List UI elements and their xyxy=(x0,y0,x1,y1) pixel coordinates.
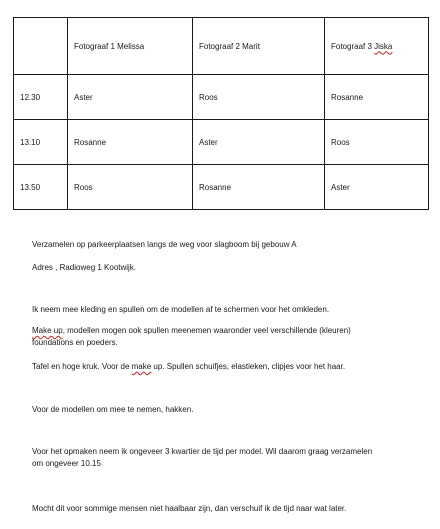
table-cell: Aster xyxy=(193,120,325,165)
note-makeup-text-2: foundations en poeders. xyxy=(32,338,118,347)
note-address: Adres , Radioweg 1 Kootwijk. xyxy=(32,263,137,272)
header-cell-photographer-3 xyxy=(325,18,429,75)
header-cell-photographer-1: Fotograaf 1 Melissa xyxy=(68,18,193,75)
note-reschedule: Mocht dit voor sommige mensen niet haalbaar zijn, dan verschuif ik de tijd naar wat later. xyxy=(32,504,347,513)
header-photographer-3-label: Fotograaf 3 xyxy=(331,41,375,51)
note-table-text-b: up. Spullen schuifjes, elastieken, clipjes voor het haar. xyxy=(151,362,346,371)
table-cell: Roos xyxy=(193,75,325,120)
note-heels: Voor de modellen om mee te nemen, hakken. xyxy=(32,405,194,414)
table-row xyxy=(14,165,429,210)
note-table-text-a: Tafel en hoge kruk. Voor de xyxy=(32,362,132,371)
note-bring-clothing: Ik neem mee kleding en spullen om de modellen af te schermen voor het omkleden. xyxy=(32,305,330,314)
note-timing-line-2: om ongeveer 10.15 xyxy=(32,459,101,468)
time-cell: 12.30 xyxy=(14,75,68,120)
table-cell: Rosanne xyxy=(68,120,193,165)
note-gathering-location: Verzamelen op parkeerplaatsen langs de weg voor slagboom bij gebouw A xyxy=(32,240,297,249)
table-cell: Roos xyxy=(68,165,193,210)
table-row xyxy=(14,75,429,120)
note-makeup-word: Make up xyxy=(32,326,63,335)
table-cell: Aster xyxy=(68,75,193,120)
table-cell: Rosanne xyxy=(193,165,325,210)
table-cell: Aster xyxy=(325,165,429,210)
note-makeup xyxy=(32,325,417,349)
note-table-make-word: make xyxy=(131,362,152,371)
note-timing-line-1: Voor het opmaken neem ik ongeveer 3 kwartier de tijd per model. Wil daarom graag verzamelen xyxy=(32,447,373,456)
time-cell: 13.50 xyxy=(14,165,68,210)
schedule-table xyxy=(13,17,429,210)
table-row xyxy=(14,120,429,165)
header-photographer-3-name: Jiska xyxy=(374,41,393,51)
header-cell-photographer-2: Fotograaf 2 Marit xyxy=(193,18,325,75)
table-cell: Rosanne xyxy=(325,75,429,120)
time-cell: 13.10 xyxy=(14,120,68,165)
note-timing xyxy=(32,446,417,470)
table-cell: Roos xyxy=(325,120,429,165)
header-cell-empty xyxy=(14,18,68,75)
note-makeup-text: , modellen mogen ook spullen meenemen waaronder veel verschillende (kleuren) xyxy=(62,326,351,335)
table-header-row xyxy=(14,18,429,75)
note-table-stool xyxy=(32,361,417,373)
